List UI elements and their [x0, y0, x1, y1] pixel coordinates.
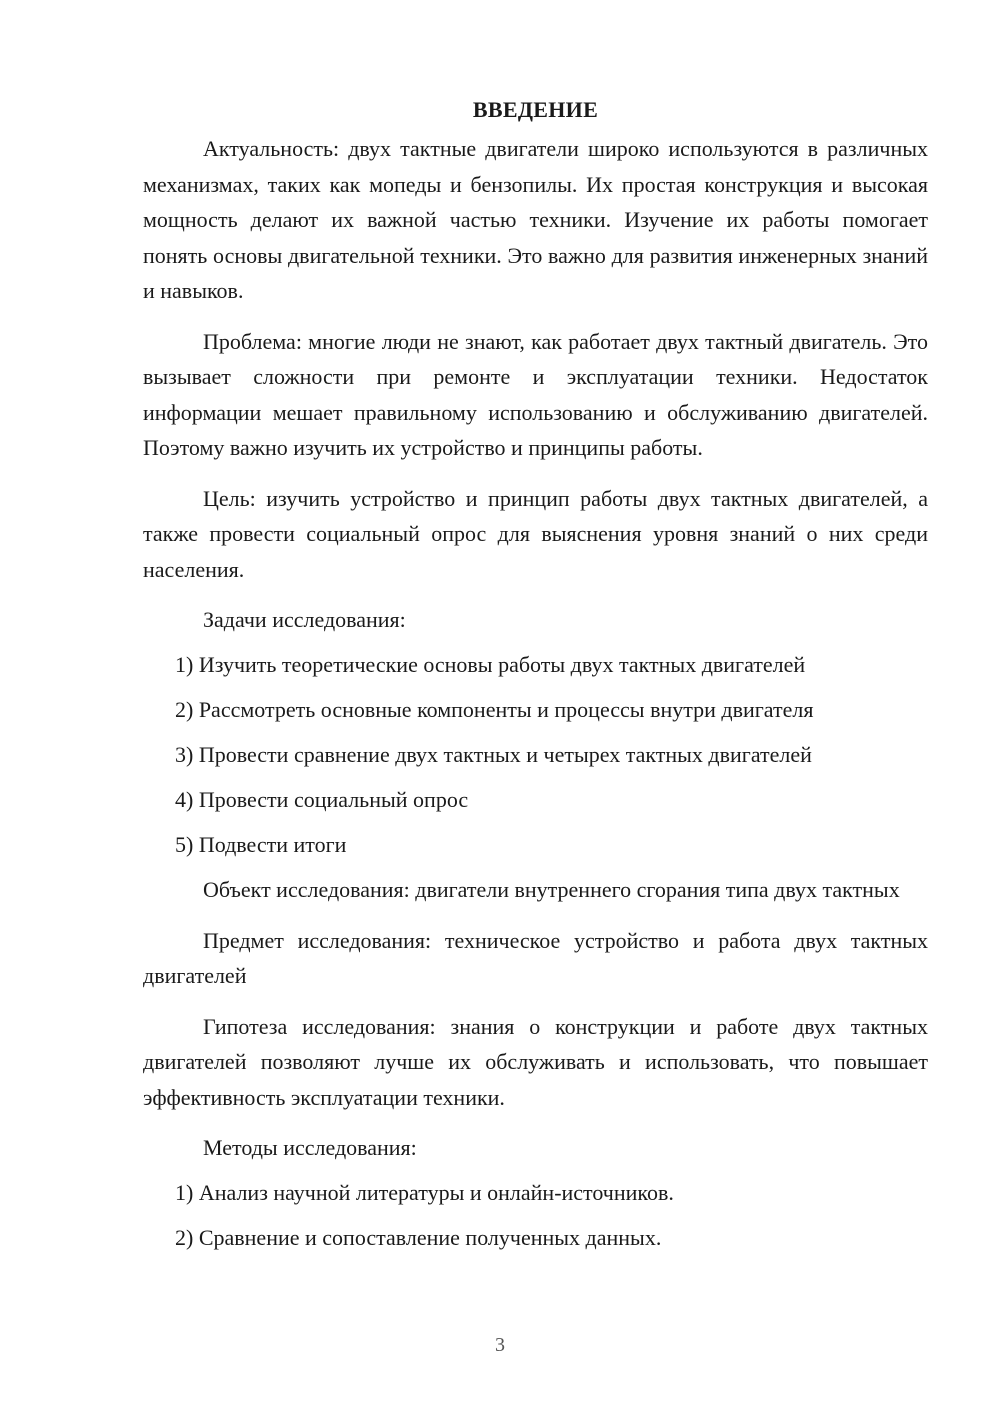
method-item-2: 2) Сравнение и сопоставление полученных данных.	[175, 1225, 662, 1250]
goal-paragraph: Цель: изучить устройство и принцип работы двух тактных двигателей, а также провести социальный опрос для выяснения уровня знаний о них среди населения.	[143, 485, 928, 582]
page-title: ВВЕДЕНИЕ	[472, 97, 599, 122]
methods-heading: Методы исследования:	[203, 1135, 417, 1160]
tasks-heading: Задачи исследования:	[203, 607, 406, 632]
page-number: 3	[495, 1334, 505, 1356]
task-item-5: 5) Подвести итоги	[175, 832, 347, 857]
subject-paragraph: Предмет исследования: техническое устройство и работа двух тактных двигателей	[143, 927, 928, 988]
hypothesis-paragraph: Гипотеза исследования: знания о конструкции и работе двух тактных двигателей позволяют лучше их обслуживать и использовать, что повышает эффективность эксплуатации техники.	[143, 1013, 928, 1110]
problem-paragraph: Проблема: многие люди не знают, как работает двух тактный двигатель. Это вызывает сложности при ремонте и эксплуатации техники. Недостаток информации мешает правильному использованию и обслуживанию двигателей. Поэтому важно изучить их устройство и принципы работы.	[143, 328, 928, 460]
method-item-1: 1) Анализ научной литературы и онлайн-источников.	[175, 1180, 674, 1205]
task-item-1: 1) Изучить теоретические основы работы двух тактных двигателей	[175, 652, 806, 677]
relevance-paragraph: Актуальность: двух тактные двигатели широко используются в различных механизмах, таких как мопеды и бензопилы. Их простая конструкция и высокая мощность делают их важной частью техники. Изучение их работы помогает понять основы двигательной техники. Это важно для развития инженерных знаний и навыков.	[143, 136, 928, 303]
document-page	[143, 95, 928, 1265]
object-paragraph: Объект исследования: двигатели внутреннего сгорания типа двух тактных	[203, 877, 900, 902]
task-item-4: 4) Провести социальный опрос	[175, 787, 469, 812]
task-item-2: 2) Рассмотреть основные компоненты и процессы внутри двигателя	[175, 697, 814, 722]
task-item-3: 3) Провести сравнение двух тактных и четырех тактных двигателей	[175, 742, 812, 767]
